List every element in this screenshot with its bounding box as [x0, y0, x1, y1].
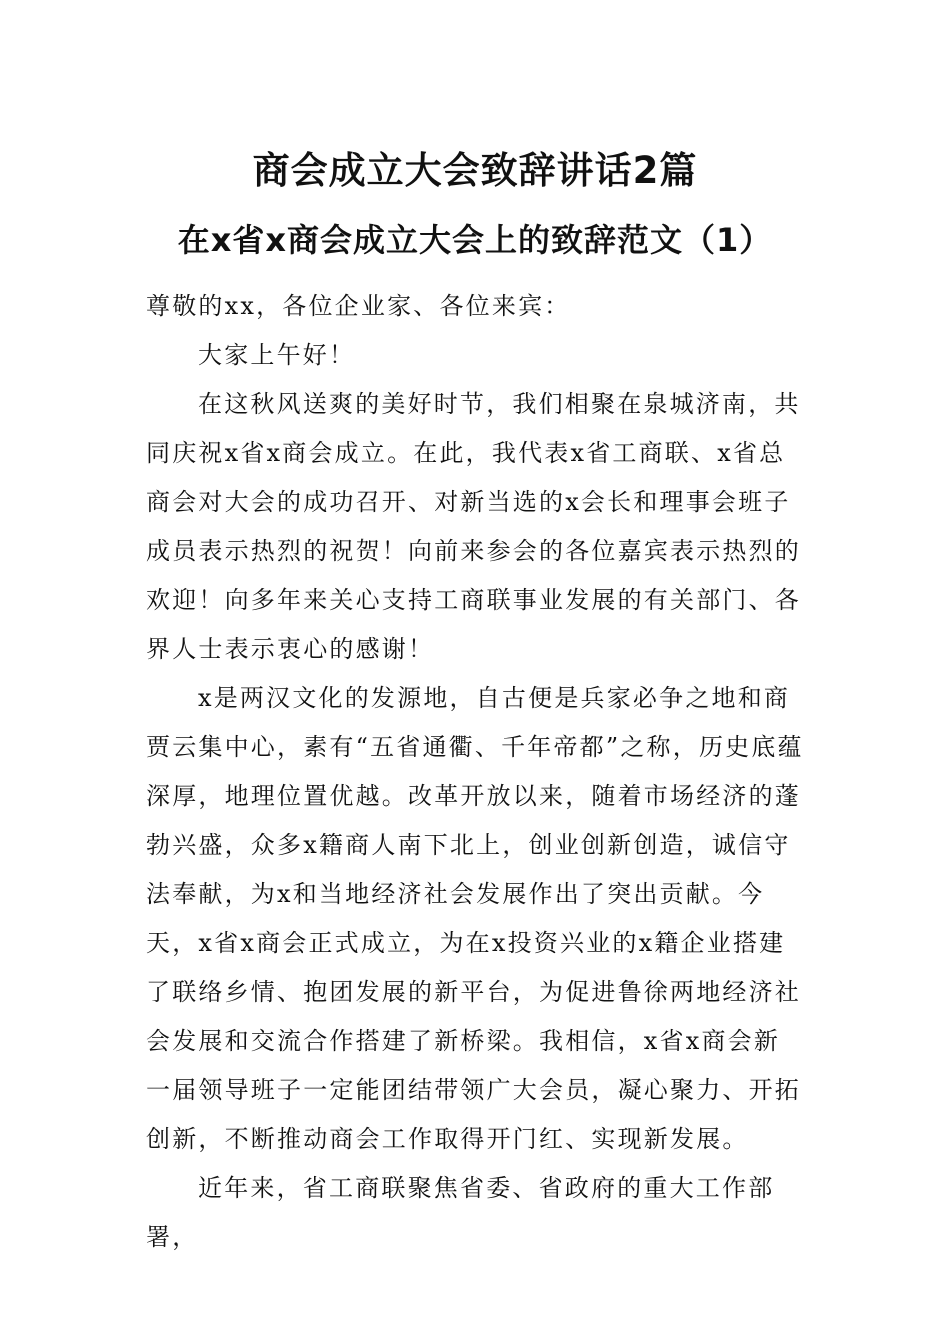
paragraph-celebration: 在这秋风送爽的美好时节，我们相聚在泉城济南，共同庆祝x省x商会成立。在此，我代表x省工商联、x省总商会对大会的成功召开、对新当选的x会长和理事会班子成员表示热烈的祝贺！向前来参会的各位嘉宾表示热烈的欢迎！向多年来关心支持工商联事业发展的有关部门、各界人士表示衷心的感谢！ — [146, 390, 801, 663]
document-body — [146, 282, 806, 1262]
paragraph-history: x是两汉文化的发源地，自古便是兵家必争之地和商贾云集中心，素有“五省通衢、千年帝都”之称，历史底蕴深厚，地理位置优越。改革开放以来，随着市场经济的蓬勃兴盛，众多x籍商人南下北上，创业创新创造，诚信守法奉献，为x和当地经济社会发展作出了突出贡献。今天，x省x商会正式成立，为在x投资兴业的x籍企业搭建了联络乡情、抱团发展的新平台，为促进鲁徐两地经济社会发展和交流合作搭建了新桥梁。我相信，x省x商会新一届领导班子一定能团结带领广大会员，凝心聚力、开拓创新，不断推动商会工作取得开门红、实现新发展。 — [146, 684, 804, 1153]
salutation: 尊敬的xx，各位企业家、各位来宾： — [146, 292, 571, 320]
document-subtitle: 在x省x商会成立大会上的致辞范文（1） — [177, 221, 773, 259]
paragraph-recent-years: 近年来，省工商联聚焦省委、省政府的重大工作部署， — [146, 1174, 775, 1251]
document-title: 商会成立大会致辞讲话2篇 — [252, 149, 698, 192]
paragraph-greeting: 大家上午好！ — [198, 341, 356, 369]
